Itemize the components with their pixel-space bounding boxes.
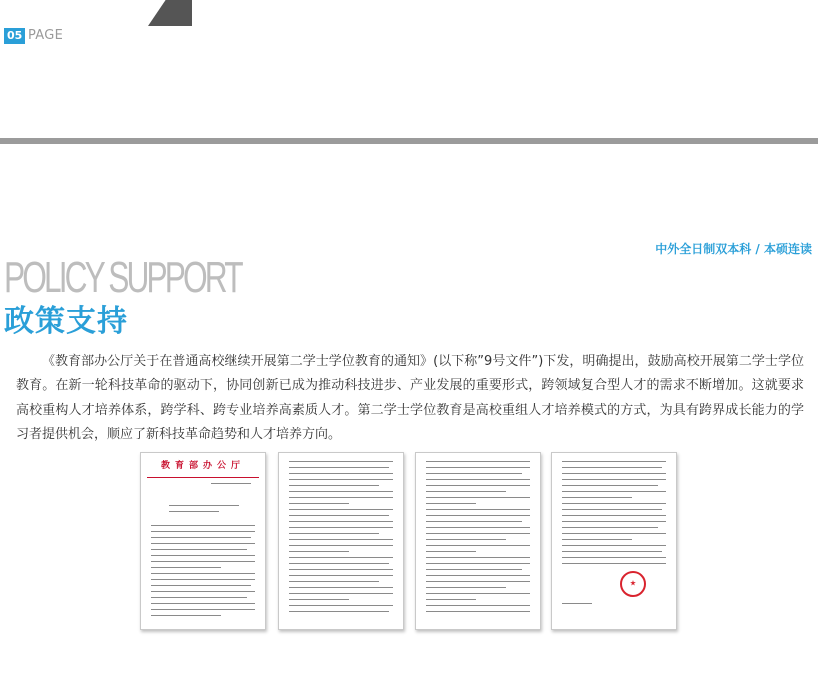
official-seal-icon [620,571,646,597]
document-text-line [289,533,379,534]
document-text-line [289,605,393,606]
document-text-line [562,545,666,546]
document-text-line [562,509,662,510]
document-text-line [289,521,393,522]
document-text-line [562,551,662,552]
document-text-line [289,593,393,594]
document-text-line [151,591,255,592]
document-text-line [562,461,666,462]
document-text-line [426,611,530,612]
document-text-line [151,549,247,550]
document-text-line [562,485,658,486]
document-text-line [426,461,530,462]
document-text-line [151,603,255,604]
document-text-line [289,551,349,552]
document-text-line [151,609,255,610]
document-text-line [289,557,393,558]
document-text-line [289,545,393,546]
document-text-line [289,599,349,600]
document-text-line [426,539,506,540]
document-text-line [426,509,530,510]
document-text-line [426,515,530,516]
document-text-line [151,531,255,532]
document-text-line [289,575,393,576]
document-text-line [562,503,666,504]
document-text-line [426,593,530,594]
document-text-line [562,521,666,522]
document-text-line [289,569,393,570]
document-text-line [426,557,530,558]
document-text-line [151,573,255,574]
document-text-line [426,587,506,588]
document-text-line [289,509,393,510]
page-number-badge: 05 [4,28,25,44]
document-text-line [562,557,666,558]
document-text-line [562,539,632,540]
document-header: 教育部办公厅 [160,461,245,471]
document-text-line [426,503,476,504]
document-text-line [289,479,393,480]
document-text-line [151,597,247,598]
document-text-line [562,563,666,564]
document-text-line [289,503,349,504]
document-text-line [426,479,530,480]
clipped-next-heading [4,668,384,674]
policy-paragraph: 《教育部办公厅关于在普通高校继续开展第二学士学位教育的通知》(以下称”9号文件”)下发，明确提出，鼓励高校开展第二学士学位教育。在新一轮科技革命的驱动下，协同创新已成为推动科技进步、产业发展的重要形式，跨领域复合型人才的需求不断增加。这就要求高校重构人才培养体系，跨学科、跨专业培养高素质人才。第二学士学位教育是高校重组人才培养模式的方式，为具有跨界成长能力的学习者提供机会，顺应了新科技革命趋势和人才培养方向。 [16,354,804,442]
document-text-line [151,615,221,616]
document-text-line [151,537,251,538]
document-text-line [151,555,255,556]
document-text-line [426,563,530,564]
document-text-line [289,581,379,582]
document-text-line [426,467,530,468]
document-text-line [289,473,393,474]
document-text-line [426,497,530,498]
document-text-line [211,483,251,484]
document-text-line [151,579,255,580]
document-text-line [169,511,219,512]
document-text-line [289,467,389,468]
document-text-line [151,585,251,586]
document-text-line [426,575,530,576]
document-text-line [289,563,389,564]
document-text-line [289,485,379,486]
document-page-3 [415,452,541,630]
document-text-line [562,533,666,534]
document-text-line [151,567,221,568]
document-text-line [426,581,530,582]
section-title-en: POLICY SUPPORT [4,253,241,302]
document-red-line [147,477,259,478]
page-label: PAGE [28,28,64,43]
document-text-line [562,603,592,604]
document-text-line [289,515,389,516]
document-text-line [562,527,658,528]
document-text-line [426,551,476,552]
document-scans [140,452,680,630]
document-text-line [151,561,255,562]
document-text-line [289,491,393,492]
document-page-4 [551,452,677,630]
document-text-line [562,467,662,468]
document-text-line [289,461,393,462]
document-text-line [562,473,666,474]
document-text-line [562,515,666,516]
document-text-line [562,479,666,480]
document-text-line [289,527,393,528]
document-text-line [289,587,393,588]
document-page-1 [140,452,266,630]
section-divider [0,138,818,144]
document-page-2 [278,452,404,630]
document-text-line [289,539,393,540]
section-title-cn: 政策支持 [4,304,128,339]
document-text-line [426,545,530,546]
document-text-line [169,505,239,506]
document-text-line [562,497,632,498]
document-text-line [289,611,389,612]
document-text-line [151,543,255,544]
document-text-line [289,497,393,498]
program-tag: 中外全日制双本科 / 本硕连读 [655,242,812,256]
document-text-line [426,521,522,522]
document-text-line [151,525,255,526]
document-text-line [426,491,506,492]
document-text-line [426,599,476,600]
document-text-line [426,605,530,606]
document-text-line [426,527,530,528]
document-text-line [426,485,530,486]
document-text-line [426,473,522,474]
document-text-line [426,533,530,534]
document-text-line [562,491,666,492]
decorative-shape [148,0,192,26]
document-text-line [426,569,522,570]
